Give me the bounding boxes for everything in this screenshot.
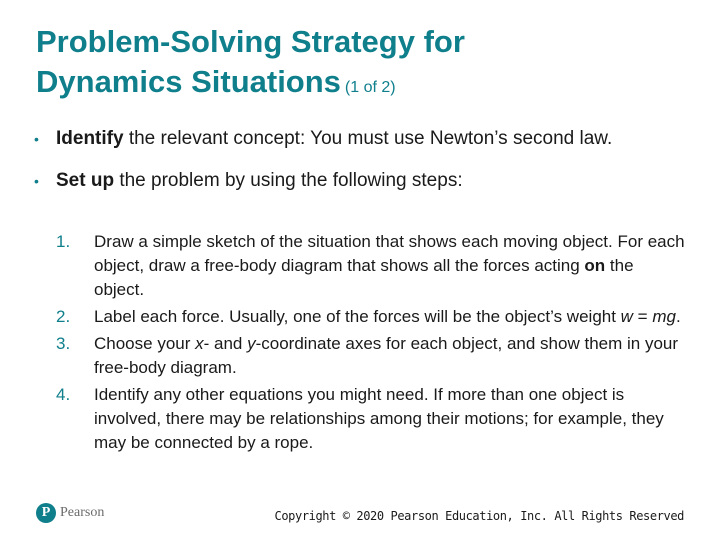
step-1	[56, 230, 686, 302]
bullet-list	[34, 126, 694, 210]
bullet-setup	[34, 168, 694, 194]
copyright-notice: Copyright © 2020 Pearson Education, Inc. All Rights Reserved	[274, 509, 684, 523]
step-text: Draw a simple sketch of the situation that shows each moving object. For each object, draw a free-body diagram that shows all the forces acting	[94, 232, 685, 275]
bullet-text: the problem by using the following steps:	[114, 170, 463, 191]
step-italic-mg: mg	[652, 307, 676, 326]
bullet-bold: Set up	[56, 170, 115, 191]
step-text-end: .	[675, 307, 681, 326]
step-2	[56, 305, 686, 329]
step-bold: on	[584, 256, 606, 275]
title-line-2	[36, 62, 696, 108]
title-line-1: Problem-Solving Strategy for	[36, 24, 465, 59]
step-italic-x: x	[195, 334, 204, 353]
step-italic-y: y	[247, 334, 256, 353]
step-3	[56, 332, 686, 380]
pearson-p-icon: P	[36, 503, 56, 523]
step-text: Identify any other equations you might need. If more than one object is involved, there may be relationships among their motions; for example, they may be connected by a rope.	[94, 385, 664, 452]
title-subtitle: (1 of 2)	[344, 79, 396, 96]
step-italic-w: w	[620, 307, 633, 326]
step-list	[56, 230, 686, 458]
pearson-logo-text: Pearson	[60, 505, 105, 520]
bullet-bold: Identify	[56, 128, 124, 149]
step-number: 2.	[56, 307, 71, 326]
slide-title	[36, 22, 696, 108]
step-text-end: -coordinate axes for each object, and show them in your free-body diagram.	[94, 334, 679, 377]
step-number: 3.	[56, 334, 71, 353]
title-line-2-text: Dynamics Situations	[36, 64, 341, 99]
bullet-dot: •	[34, 173, 39, 189]
step-number: 1.	[56, 232, 71, 251]
bullet-text: the relevant concept: You must use Newton’s second law.	[123, 128, 613, 149]
pearson-logo	[36, 503, 104, 523]
step-equals: =	[632, 307, 653, 326]
step-number: 4.	[56, 385, 71, 404]
step-text-end: the object.	[94, 256, 634, 299]
step-text: Choose your	[94, 334, 196, 353]
step-mid: - and	[203, 334, 248, 353]
bullet-identify	[34, 126, 694, 152]
step-text: Label each force. Usually, one of the forces will be the object’s weight	[94, 307, 621, 326]
bullet-dot: •	[34, 131, 39, 147]
step-4	[56, 383, 686, 455]
